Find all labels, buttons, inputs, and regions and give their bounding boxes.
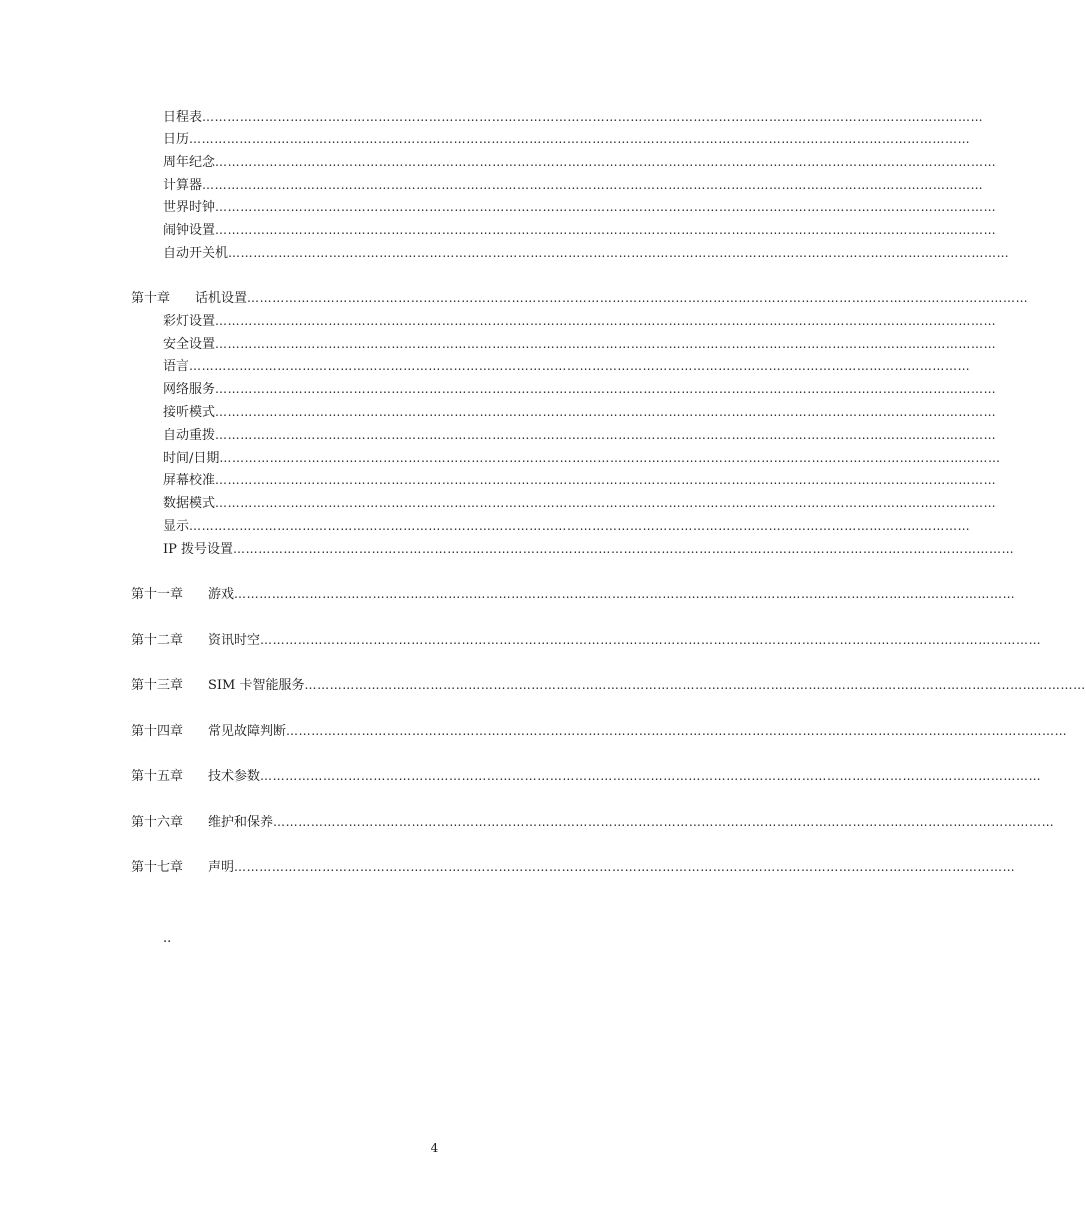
toc-entry[interactable] [163,334,997,354]
toc-chapter-entry[interactable] [131,721,1068,741]
toc-chapter-entry[interactable] [131,675,1086,695]
dot-leader: …………………………………………………………………………………………………………………………………………………………………… [286,724,1068,738]
toc-entry-label: 计算器 [163,178,203,193]
dot-leader: …………………………………………………………………………………………………………………………………………………………………… [247,291,1029,305]
toc-entry-label: 屏幕校准 [163,473,216,488]
toc-entry[interactable] [163,129,971,149]
dot-leader: …………………………………………………………………………………………………………………………………………………………………… [215,200,997,214]
toc-entry-label: 语言 [163,359,190,374]
toc-entry[interactable] [163,539,1015,559]
stray-dots: .. [163,931,172,946]
toc-entry-label: IP 拨号设置 [163,542,234,557]
toc-entry-label: 显示 [163,519,190,534]
dot-leader: …………………………………………………………………………………………………………………………………………………………………… [215,337,997,351]
dot-leader: …………………………………………………………………………………………………………………………………………………………………… [215,405,997,419]
toc-entry[interactable] [163,448,1001,468]
toc-entry-label: 话机设置 [195,291,248,306]
dot-leader: …………………………………………………………………………………………………………………………………………………………………… [260,633,1042,647]
dot-leader: …………………………………………………………………………………………………………………………………………………………………… [202,110,984,124]
toc-entry-label: SIM 卡智能服务 [208,678,305,693]
toc-entry-label: 声明 [208,860,235,875]
toc-chapter-entry[interactable] [131,766,1042,786]
dot-leader: …………………………………………………………………………………………………………………………………………………………………… [219,451,1001,465]
toc-chapter-entry[interactable] [131,584,1016,604]
dot-leader: …………………………………………………………………………………………………………………………………………………………………… [260,769,1042,783]
chapter-number: 第十章 [131,291,171,306]
toc-entry-label: 日历 [163,132,190,147]
dot-leader: …………………………………………………………………………………………………………………………………………………………………… [234,860,1016,874]
toc-entry[interactable] [163,197,997,217]
toc-entry-label: 周年纪念 [163,155,216,170]
toc-chapter-entry[interactable] [131,288,1029,308]
toc-entry-label: 游戏 [208,587,235,602]
toc-entry-label: 世界时钟 [163,200,216,215]
toc-entry[interactable] [163,107,984,127]
toc-entry[interactable] [163,220,997,240]
dot-leader: …………………………………………………………………………………………………………………………………………………………………… [215,223,997,237]
toc-entry[interactable] [163,379,997,399]
toc-entry-label: 技术参数 [208,769,261,784]
toc-entry[interactable] [163,493,997,513]
toc-entry-label: 自动重拨 [163,428,216,443]
toc-entry-label: 维护和保养 [208,815,274,830]
dot-leader: …………………………………………………………………………………………………………………………………………………………………… [304,678,1086,692]
dot-leader: …………………………………………………………………………………………………………………………………………………………………… [215,155,997,169]
toc-entry[interactable] [163,516,971,536]
dot-leader: …………………………………………………………………………………………………………………………………………………………………… [202,178,984,192]
dot-leader: …………………………………………………………………………………………………………………………………………………………………… [189,519,971,533]
toc-entry-label: 安全设置 [163,337,216,352]
toc-entry-label: 闹钟设置 [163,223,216,238]
toc-entry[interactable] [163,311,997,331]
toc-entry[interactable] [163,152,997,172]
chapter-number: 第十四章 [131,724,184,739]
chapter-number: 第十七章 [131,860,184,875]
toc-entry-label: 网络服务 [163,382,216,397]
chapter-number: 第十五章 [131,769,184,784]
dot-leader: …………………………………………………………………………………………………………………………………………………………………… [228,246,1010,260]
toc-entry-label: 时间/日期 [163,451,220,466]
toc-entry-label: 彩灯设置 [163,314,216,329]
toc-entry-label: 数据模式 [163,496,216,511]
toc-entry[interactable] [163,243,1010,263]
dot-leader: …………………………………………………………………………………………………………………………………………………………………… [233,542,1015,556]
toc-entry[interactable] [163,402,997,422]
toc-entry[interactable] [163,425,997,445]
toc-entry-label: 日程表 [163,110,203,125]
chapter-number: 第十三章 [131,678,184,693]
dot-leader: …………………………………………………………………………………………………………………………………………………………………… [215,382,997,396]
page-number: 4 [430,1141,439,1155]
toc-entry[interactable] [163,175,984,195]
dot-leader: …………………………………………………………………………………………………………………………………………………………………… [215,314,997,328]
dot-leader: …………………………………………………………………………………………………………………………………………………………………… [189,359,971,373]
toc-entry[interactable] [163,470,997,490]
toc-entry-label: 接听模式 [163,405,216,420]
toc-entry-label: 资讯时空 [208,633,261,648]
toc-entry[interactable] [163,356,971,376]
chapter-number: 第十六章 [131,815,184,830]
toc-entry-label: 常见故障判断 [208,724,287,739]
dot-leader: …………………………………………………………………………………………………………………………………………………………………… [234,587,1016,601]
dot-leader: …………………………………………………………………………………………………………………………………………………………………… [189,132,971,146]
dot-leader: …………………………………………………………………………………………………………………………………………………………………… [215,473,997,487]
toc-chapter-entry[interactable] [131,812,1055,832]
toc-chapter-entry[interactable] [131,630,1042,650]
toc-entry-label: 自动开关机 [163,246,229,261]
dot-leader: …………………………………………………………………………………………………………………………………………………………………… [273,815,1055,829]
toc-chapter-entry[interactable] [131,857,1016,877]
chapter-number: 第十二章 [131,633,184,648]
dot-leader: …………………………………………………………………………………………………………………………………………………………………… [215,428,997,442]
chapter-number: 第十一章 [131,587,184,602]
dot-leader: …………………………………………………………………………………………………………………………………………………………………… [215,496,997,510]
